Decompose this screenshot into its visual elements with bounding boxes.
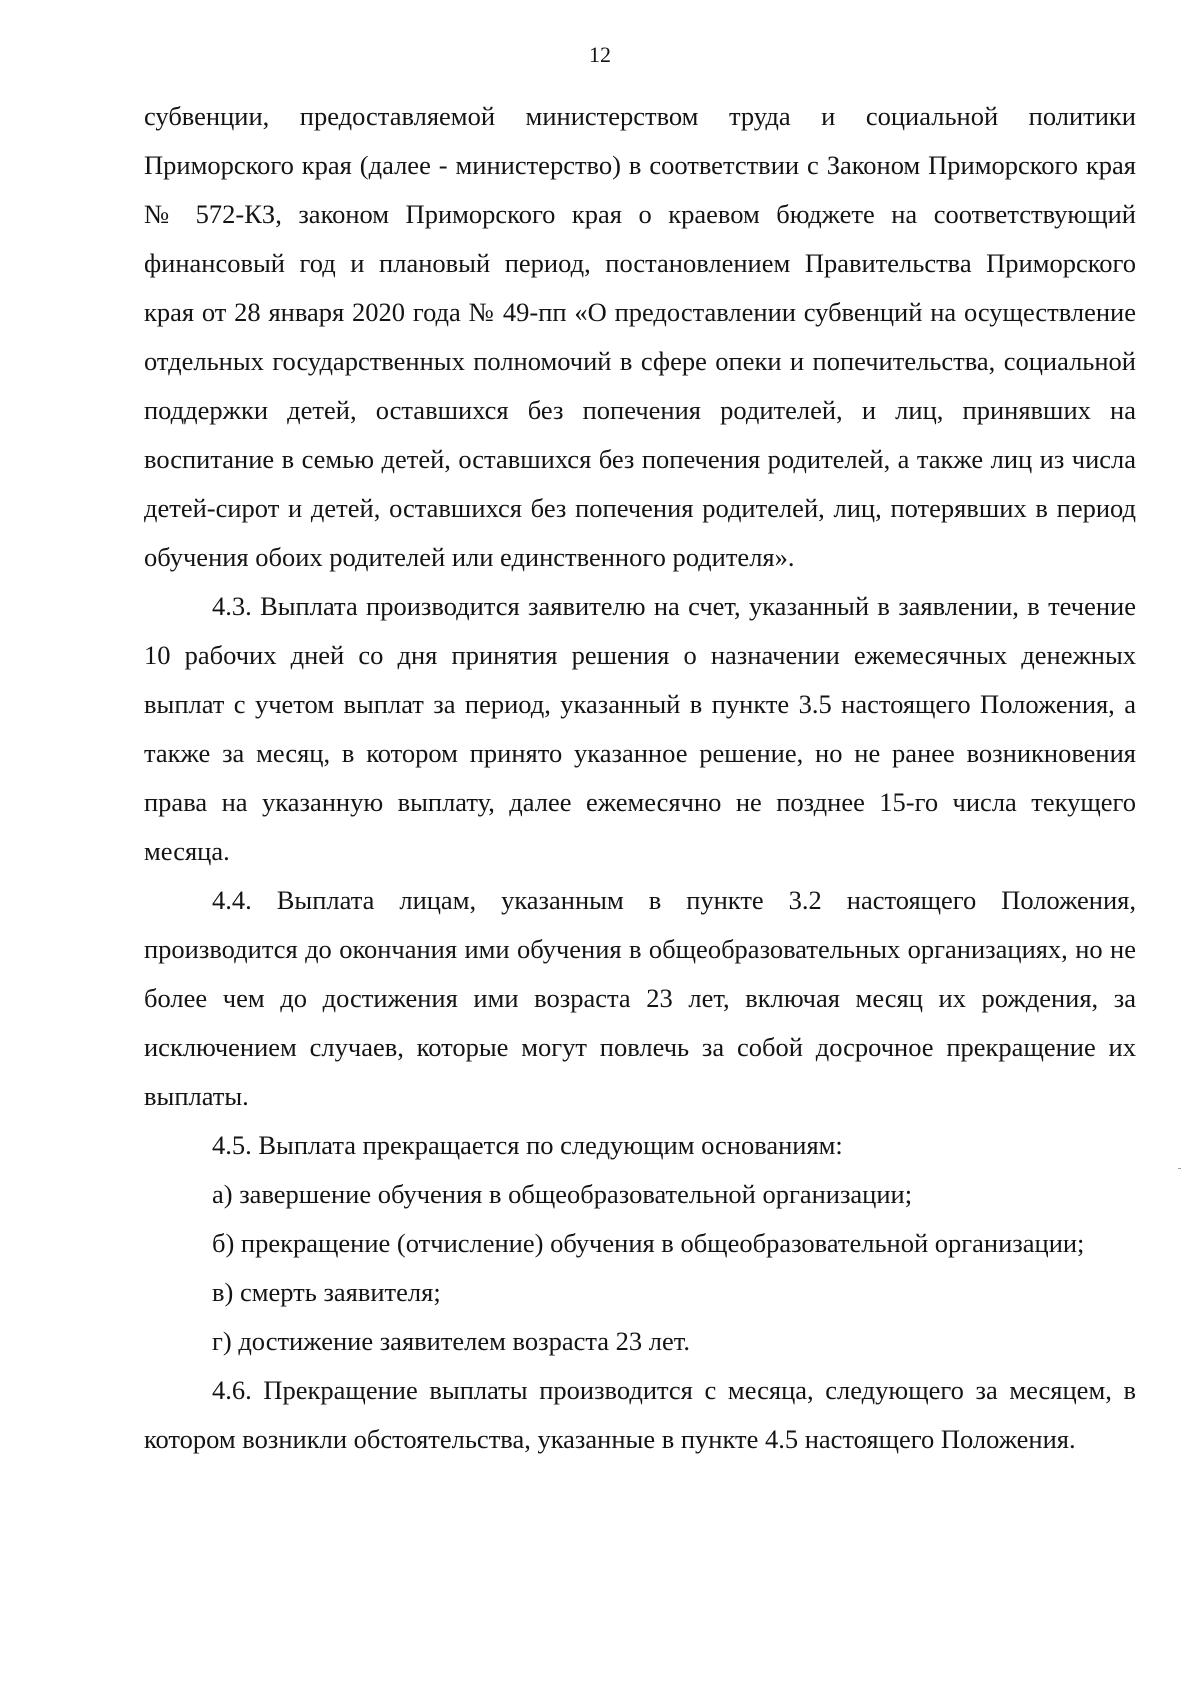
list-item-g: г) достижение заявителем возраста 23 лет. (212, 1326, 690, 1356)
list-item-a: а) завершение обучения в общеобразовательной организации; (212, 1179, 913, 1209)
paragraph-4-5-termination-grounds: 4.5. Выплата прекращается по следующим основаниям: (212, 1130, 843, 1160)
paragraph-4-4-payment-duration: 4.4. Выплата лицам, указанным в пункте 3.2 настоящего Положения, производится до окончания ими обучения в общеобразовательных организациях, но не более чем до достижения ими возраста 23 лет, включая месяц их рождения, за исключением случаев, которые могут повлечь за собой досрочное прекращение их выплаты. (144, 885, 1136, 1111)
page-number: 12 (589, 42, 611, 67)
paragraph-subvention-continuation: субвенции, предоставляемой министерством труда и социальной политики Приморского края (далее - министерство) в соответствии с Законом Приморского края № 572-КЗ, законом Приморского края о краевом бюджете на соответствующий финансовый год и плановый период, постановлением Правительства Приморского края от 28 января 2020 года № 49-пп «О предоставлении субвенций на осуществление отдельных государственных полномочий в сфере опеки и попечительства, социальной поддержки детей, оставшихся без попечения родителей, и лиц, принявших на воспитание в семью детей, оставшихся без попечения родителей, а также лиц из числа детей-сирот и детей, оставшихся без попечения родителей, лиц, потерявших в период обучения обоих родителей или единственного родителя». (144, 101, 1136, 572)
paragraph-4-6-termination-start: 4.6. Прекращение выплаты производится с месяца, следующего за месяцем, в котором возникли обстоятельства, указанные в пункте 4.5 настоящего Положения. (144, 1375, 1136, 1454)
list-item-v: в) смерть заявителя; (212, 1277, 441, 1307)
paragraph-4-3-payment-procedure: 4.3. Выплата производится заявителю на счет, указанный в заявлении, в течение 10 рабочих дней со дня принятия решения о назначении ежемесячных денежных выплат с учетом выплат за период, указанный в пункте 3.5 настоящего Положения, а также за месяц, в котором принято указанное решение, но не ранее возникновения права на указанную выплату, далее ежемесячно не позднее 15-го числа текущего месяца. (144, 591, 1136, 866)
scan-artifact-mark (1178, 1168, 1181, 1169)
document-body (144, 92, 1136, 1464)
list-item-b: б) прекращение (отчисление) обучения в общеобразовательной организации; (212, 1228, 1085, 1258)
